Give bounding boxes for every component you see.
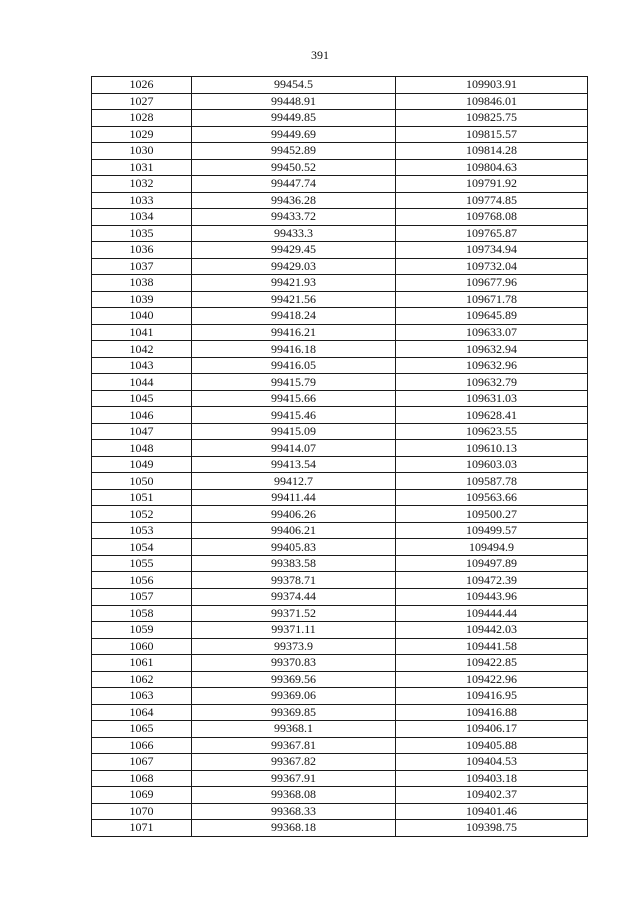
x-coordinate-cell: 99411.44 [192, 489, 396, 506]
table-row [92, 820, 588, 837]
x-coordinate-cell: 99421.56 [192, 291, 396, 308]
y-coordinate-cell: 109765.87 [396, 225, 588, 242]
y-coordinate-cell: 109903.91 [396, 77, 588, 94]
table-row [92, 754, 588, 771]
point-id-cell: 1037 [92, 258, 192, 275]
page-number: 391 [311, 48, 329, 62]
table-row [92, 242, 588, 259]
x-coordinate-cell: 99367.82 [192, 754, 396, 771]
y-coordinate-cell: 109563.66 [396, 489, 588, 506]
table-row [92, 291, 588, 308]
table-row [92, 308, 588, 325]
y-coordinate-cell: 109631.03 [396, 390, 588, 407]
point-id-cell: 1054 [92, 539, 192, 556]
x-coordinate-cell: 99433.3 [192, 225, 396, 242]
point-id-cell: 1052 [92, 506, 192, 523]
x-coordinate-cell: 99413.54 [192, 456, 396, 473]
x-coordinate-cell: 99433.72 [192, 209, 396, 226]
x-coordinate-cell: 99416.05 [192, 357, 396, 374]
x-coordinate-cell: 99449.69 [192, 126, 396, 143]
point-id-cell: 1057 [92, 588, 192, 605]
x-coordinate-cell: 99378.71 [192, 572, 396, 589]
y-coordinate-cell: 109671.78 [396, 291, 588, 308]
x-coordinate-cell: 99368.33 [192, 803, 396, 820]
coordinate-table-body [92, 77, 588, 837]
x-coordinate-cell: 99415.66 [192, 390, 396, 407]
table-row [92, 258, 588, 275]
point-id-cell: 1026 [92, 77, 192, 94]
point-id-cell: 1029 [92, 126, 192, 143]
y-coordinate-cell: 109402.37 [396, 787, 588, 804]
point-id-cell: 1053 [92, 522, 192, 539]
point-id-cell: 1041 [92, 324, 192, 341]
point-id-cell: 1043 [92, 357, 192, 374]
x-coordinate-cell: 99412.7 [192, 473, 396, 490]
point-id-cell: 1056 [92, 572, 192, 589]
y-coordinate-cell: 109416.95 [396, 688, 588, 705]
y-coordinate-cell: 109645.89 [396, 308, 588, 325]
table-row [92, 225, 588, 242]
x-coordinate-cell: 99370.83 [192, 655, 396, 672]
x-coordinate-cell: 99405.83 [192, 539, 396, 556]
x-coordinate-cell: 99414.07 [192, 440, 396, 457]
table-row [92, 787, 588, 804]
table-row [92, 737, 588, 754]
y-coordinate-cell: 109677.96 [396, 275, 588, 292]
table-row [92, 671, 588, 688]
y-coordinate-cell: 109405.88 [396, 737, 588, 754]
y-coordinate-cell: 109603.03 [396, 456, 588, 473]
y-coordinate-cell: 109804.63 [396, 159, 588, 176]
table-row [92, 572, 588, 589]
point-id-cell: 1070 [92, 803, 192, 820]
table-row [92, 688, 588, 705]
point-id-cell: 1039 [92, 291, 192, 308]
y-coordinate-cell: 109406.17 [396, 721, 588, 738]
table-row [92, 390, 588, 407]
x-coordinate-cell: 99449.85 [192, 110, 396, 127]
table-row [92, 423, 588, 440]
y-coordinate-cell: 109791.92 [396, 176, 588, 193]
table-row [92, 638, 588, 655]
x-coordinate-cell: 99371.11 [192, 622, 396, 639]
x-coordinate-cell: 99447.74 [192, 176, 396, 193]
y-coordinate-cell: 109587.78 [396, 473, 588, 490]
point-id-cell: 1036 [92, 242, 192, 259]
y-coordinate-cell: 109497.89 [396, 555, 588, 572]
table-row [92, 721, 588, 738]
y-coordinate-cell: 109398.75 [396, 820, 588, 837]
y-coordinate-cell: 109422.85 [396, 655, 588, 672]
point-id-cell: 1047 [92, 423, 192, 440]
x-coordinate-cell: 99454.5 [192, 77, 396, 94]
y-coordinate-cell: 109623.55 [396, 423, 588, 440]
y-coordinate-cell: 109632.94 [396, 341, 588, 358]
table-row [92, 126, 588, 143]
x-coordinate-cell: 99369.56 [192, 671, 396, 688]
point-id-cell: 1059 [92, 622, 192, 639]
point-id-cell: 1065 [92, 721, 192, 738]
y-coordinate-cell: 109610.13 [396, 440, 588, 457]
point-id-cell: 1031 [92, 159, 192, 176]
point-id-cell: 1033 [92, 192, 192, 209]
table-row [92, 357, 588, 374]
x-coordinate-cell: 99371.52 [192, 605, 396, 622]
x-coordinate-cell: 99418.24 [192, 308, 396, 325]
table-row [92, 407, 588, 424]
y-coordinate-cell: 109825.75 [396, 110, 588, 127]
table-row [92, 803, 588, 820]
y-coordinate-cell: 109633.07 [396, 324, 588, 341]
y-coordinate-cell: 109494.9 [396, 539, 588, 556]
x-coordinate-cell: 99416.18 [192, 341, 396, 358]
x-coordinate-cell: 99406.26 [192, 506, 396, 523]
point-id-cell: 1028 [92, 110, 192, 127]
y-coordinate-cell: 109416.88 [396, 704, 588, 721]
table-row [92, 341, 588, 358]
point-id-cell: 1044 [92, 374, 192, 391]
x-coordinate-cell: 99416.21 [192, 324, 396, 341]
table-row [92, 159, 588, 176]
point-id-cell: 1063 [92, 688, 192, 705]
x-coordinate-cell: 99415.46 [192, 407, 396, 424]
x-coordinate-cell: 99406.21 [192, 522, 396, 539]
y-coordinate-cell: 109404.53 [396, 754, 588, 771]
point-id-cell: 1055 [92, 555, 192, 572]
table-row [92, 324, 588, 341]
y-coordinate-cell: 109732.04 [396, 258, 588, 275]
x-coordinate-cell: 99450.52 [192, 159, 396, 176]
point-id-cell: 1064 [92, 704, 192, 721]
y-coordinate-cell: 109632.79 [396, 374, 588, 391]
x-coordinate-cell: 99373.9 [192, 638, 396, 655]
table-row [92, 143, 588, 160]
point-id-cell: 1058 [92, 605, 192, 622]
point-id-cell: 1030 [92, 143, 192, 160]
y-coordinate-cell: 109628.41 [396, 407, 588, 424]
y-coordinate-cell: 109499.57 [396, 522, 588, 539]
x-coordinate-cell: 99429.03 [192, 258, 396, 275]
table-row [92, 655, 588, 672]
point-id-cell: 1048 [92, 440, 192, 457]
point-id-cell: 1071 [92, 820, 192, 837]
table-row [92, 522, 588, 539]
table-row [92, 176, 588, 193]
y-coordinate-cell: 109443.96 [396, 588, 588, 605]
point-id-cell: 1066 [92, 737, 192, 754]
table-row [92, 770, 588, 787]
y-coordinate-cell: 109401.46 [396, 803, 588, 820]
y-coordinate-cell: 109444.44 [396, 605, 588, 622]
table-row [92, 588, 588, 605]
x-coordinate-cell: 99369.85 [192, 704, 396, 721]
table-row [92, 555, 588, 572]
y-coordinate-cell: 109442.03 [396, 622, 588, 639]
x-coordinate-cell: 99448.91 [192, 93, 396, 110]
point-id-cell: 1067 [92, 754, 192, 771]
table-row [92, 489, 588, 506]
x-coordinate-cell: 99367.91 [192, 770, 396, 787]
point-id-cell: 1045 [92, 390, 192, 407]
point-id-cell: 1035 [92, 225, 192, 242]
y-coordinate-cell: 109441.58 [396, 638, 588, 655]
table-row [92, 192, 588, 209]
table-row [92, 110, 588, 127]
y-coordinate-cell: 109403.18 [396, 770, 588, 787]
point-id-cell: 1027 [92, 93, 192, 110]
table-row [92, 374, 588, 391]
x-coordinate-cell: 99368.18 [192, 820, 396, 837]
x-coordinate-cell: 99415.79 [192, 374, 396, 391]
y-coordinate-cell: 109422.96 [396, 671, 588, 688]
point-id-cell: 1069 [92, 787, 192, 804]
table-row [92, 622, 588, 639]
table-row [92, 93, 588, 110]
coordinate-table [91, 76, 588, 837]
y-coordinate-cell: 109632.96 [396, 357, 588, 374]
x-coordinate-cell: 99421.93 [192, 275, 396, 292]
point-id-cell: 1038 [92, 275, 192, 292]
x-coordinate-cell: 99368.1 [192, 721, 396, 738]
y-coordinate-cell: 109774.85 [396, 192, 588, 209]
table-row [92, 209, 588, 226]
table-row [92, 506, 588, 523]
table-row [92, 275, 588, 292]
table-row [92, 539, 588, 556]
y-coordinate-cell: 109768.08 [396, 209, 588, 226]
x-coordinate-cell: 99374.44 [192, 588, 396, 605]
point-id-cell: 1034 [92, 209, 192, 226]
x-coordinate-cell: 99415.09 [192, 423, 396, 440]
point-id-cell: 1060 [92, 638, 192, 655]
x-coordinate-cell: 99367.81 [192, 737, 396, 754]
y-coordinate-cell: 109814.28 [396, 143, 588, 160]
x-coordinate-cell: 99452.89 [192, 143, 396, 160]
y-coordinate-cell: 109500.27 [396, 506, 588, 523]
point-id-cell: 1049 [92, 456, 192, 473]
point-id-cell: 1032 [92, 176, 192, 193]
y-coordinate-cell: 109734.94 [396, 242, 588, 259]
x-coordinate-cell: 99383.58 [192, 555, 396, 572]
point-id-cell: 1061 [92, 655, 192, 672]
table-row [92, 440, 588, 457]
y-coordinate-cell: 109815.57 [396, 126, 588, 143]
y-coordinate-cell: 109472.39 [396, 572, 588, 589]
x-coordinate-cell: 99369.06 [192, 688, 396, 705]
point-id-cell: 1040 [92, 308, 192, 325]
point-id-cell: 1062 [92, 671, 192, 688]
table-row [92, 605, 588, 622]
table-row [92, 704, 588, 721]
point-id-cell: 1068 [92, 770, 192, 787]
table-row [92, 456, 588, 473]
x-coordinate-cell: 99429.45 [192, 242, 396, 259]
x-coordinate-cell: 99368.08 [192, 787, 396, 804]
point-id-cell: 1051 [92, 489, 192, 506]
x-coordinate-cell: 99436.28 [192, 192, 396, 209]
table-row [92, 77, 588, 94]
point-id-cell: 1042 [92, 341, 192, 358]
y-coordinate-cell: 109846.01 [396, 93, 588, 110]
table-row [92, 473, 588, 490]
point-id-cell: 1050 [92, 473, 192, 490]
point-id-cell: 1046 [92, 407, 192, 424]
